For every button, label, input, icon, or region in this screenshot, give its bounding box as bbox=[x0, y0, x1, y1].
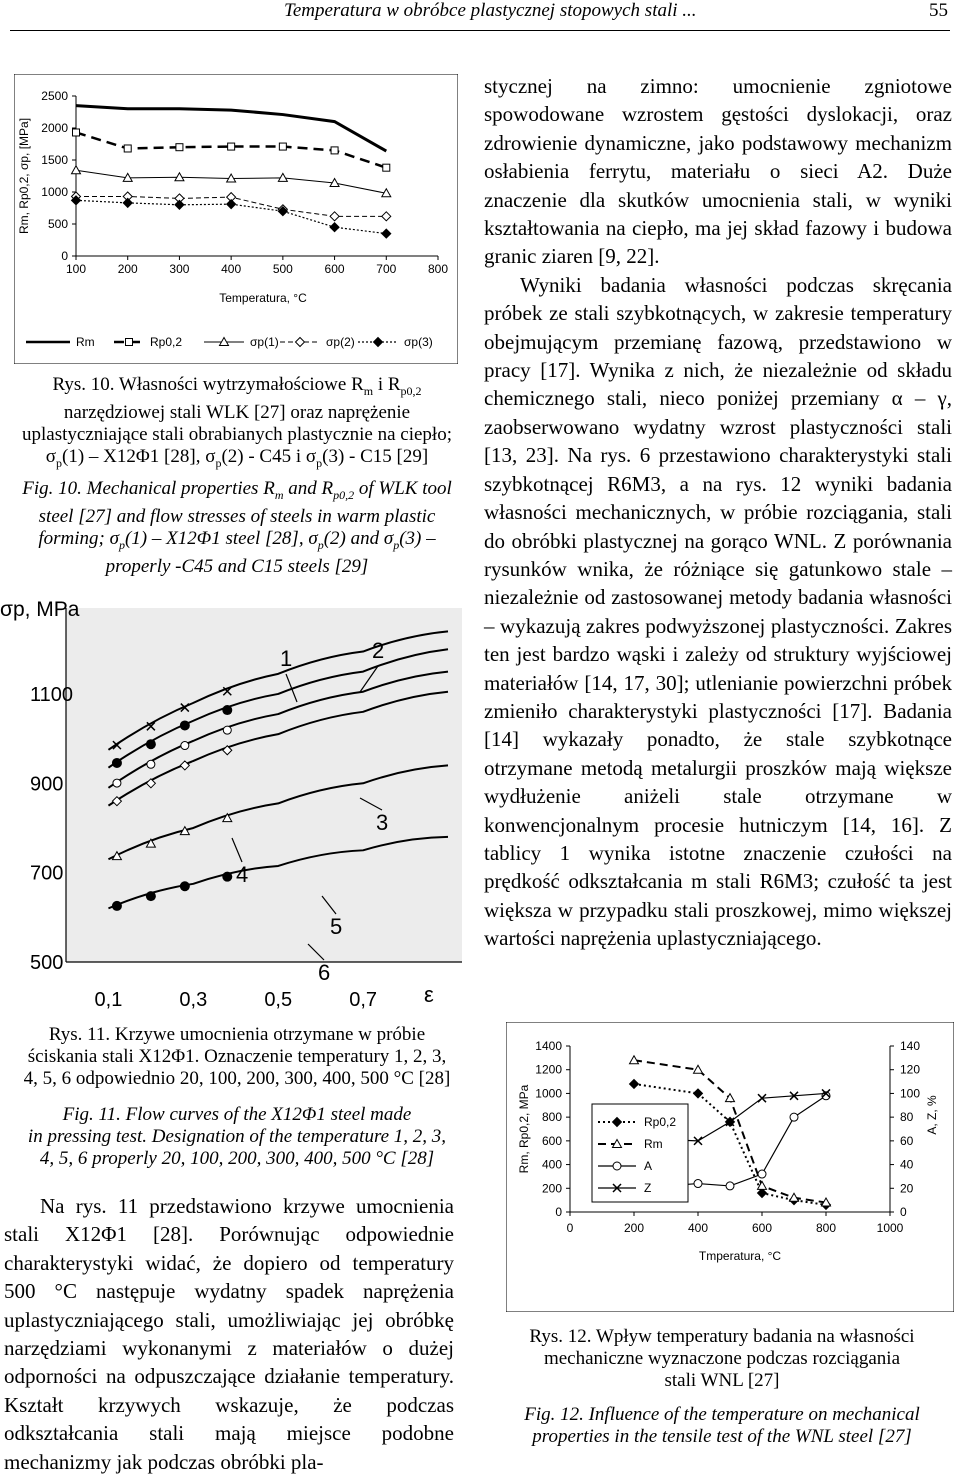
x-tick-label: 800 bbox=[815, 1221, 837, 1235]
data-point bbox=[72, 166, 81, 174]
y-tick-label: 1400 bbox=[535, 1039, 562, 1053]
data-point bbox=[124, 145, 131, 152]
y-tick-label: 1200 bbox=[535, 1062, 562, 1077]
legend-label-1: Rp0,2 bbox=[150, 335, 183, 349]
data-point bbox=[123, 198, 132, 207]
data-point bbox=[278, 173, 287, 181]
y-tick-label-right: 40 bbox=[900, 1157, 914, 1172]
legend-label-3: Z bbox=[644, 1181, 652, 1195]
y-tick-label-right: 100 bbox=[900, 1086, 921, 1101]
x-tick-label: 600 bbox=[324, 262, 345, 276]
legend-marker bbox=[613, 1162, 621, 1170]
x-tick-label: 0 bbox=[566, 1221, 574, 1235]
data-point bbox=[383, 164, 390, 171]
data-point bbox=[175, 200, 184, 209]
body-text-right: stycznej na zimno: umocnienie zgniotowe spowodowane wzrostem gęstości dyslokacji, oraz zdrowienie dynamiczne, jako podstawowy mechanizm osłabienia ferrytu, materiału o sieci A2. Duże znaczenie dla skutków umocnienia stali, w wyniki kształtowania na ciepło, ma jej skład fazowy i budowa granic ziaren [9, 22]. Wyniki badania własności podczas skręcania próbek ze stali szybkotnących, w zakresie temperatury obejmującym przemianę fazową, przedstawiono w pracy [17]. Wynika z nich, że niezależnie od składu chemicznego stali, nieco poniżej przemiany α – γ, zaobserwowano wydatny wzrost plastyczności stali [13, 23]. Na rys. 6 przestawiono charakterystyki stali szybkotnącej R6M3, a na rys. 12 wyniki badania własności mechanicznych, w próbie rozciągania, stali do obróbki plastycznej na gorąco WNL. Z porównania rysunków wnika, że różniące się gatunkowo stale – niezależnie od zastosowanej metody badania własności – wykazują zakres podwyższonej plastyczności. Zakres ten jest bardzo wąski i zależy od struktury wyjściowej materiałów [14, 17, 30]; utlenianie powierzchni próbek zmieniło charakterystyki plastyczności [17]. Badania [14] wykazały ponadto, że stale szybkotnące otrzymane metodą metalurgii proszków mają większe wydłużenie aniżeli stale otrzymane w konwencjonalnym procesie hutniczym [14, 16]. Z tablicy 1 wynika istotne znaczenie czułości na prędkość odkształcania m stali R6M3; czułość ta jest większa w przypadku stali proszkowej, mimo większej wartości naprężenia uplastyczniającego. bbox=[484, 74, 952, 951]
data-point bbox=[73, 129, 80, 136]
y-tick-label: 2500 bbox=[41, 89, 68, 103]
legend-label-0: Rp0,2 bbox=[644, 1115, 677, 1129]
x-tick-label: 0,7 bbox=[349, 989, 378, 1011]
y-tick-label-right: 80 bbox=[900, 1110, 914, 1125]
legend-label-2: σp(1) bbox=[250, 335, 279, 349]
y-tick-label: 1500 bbox=[41, 153, 68, 167]
data-point bbox=[180, 881, 190, 891]
y-axis-label: Rm, Rp0,2, σp, [MPa] bbox=[17, 117, 31, 235]
data-point bbox=[279, 143, 286, 150]
data-point bbox=[726, 1094, 735, 1102]
y-tick-label-right: 60 bbox=[900, 1133, 914, 1148]
y-tick-label: 0 bbox=[61, 249, 68, 263]
y-tick-label: 0 bbox=[555, 1205, 562, 1219]
x-tick-label: 0,5 bbox=[264, 989, 293, 1011]
x-tick-label: 600 bbox=[751, 1221, 773, 1235]
data-point bbox=[181, 742, 189, 750]
fig12-caption-en: Fig. 12. Influence of the temperature on mechanical properties in the tensile test of the WNL steel [27] bbox=[524, 1404, 920, 1447]
curve-label-4: 4 bbox=[236, 862, 249, 887]
legend-label-1: Rm bbox=[644, 1137, 663, 1151]
data-point bbox=[113, 779, 121, 787]
data-point bbox=[222, 872, 232, 882]
legend-marker bbox=[296, 338, 305, 347]
fig10-caption-pl: Rys. 10. Własności wytrzymałościowe $R_m$ i $R_{p0,2}$ narzędziowej stali WLK [27] oraz naprężenie uplastyczniające stali obrabianych plastycznie na ciepło; $\sigma_p(1) - X12\Phi 1$ [28], $\sigma_p(2) - C45$ i $\sigma_p(3) - C15$ [29] bbox=[22, 374, 452, 470]
y-tick-label: 800 bbox=[541, 1110, 562, 1125]
x-tick-label: 400 bbox=[687, 1221, 709, 1235]
running-title: Temperatura w obróbce plastycznej stopowych stali ... bbox=[284, 0, 697, 21]
x-axis-label: Temperatura, °C bbox=[219, 291, 307, 305]
y-tick-label: 500 bbox=[47, 217, 68, 231]
data-point bbox=[330, 212, 339, 221]
x-tick-label: 300 bbox=[169, 262, 190, 276]
x-tick-label: 200 bbox=[623, 1221, 645, 1235]
y-tick-label-right: 120 bbox=[900, 1062, 921, 1077]
legend-label-4: σp(3) bbox=[404, 335, 433, 349]
fig11-caption-pl: Rys. 11. Krzywe umocnienia otrzymane w próbie ściskania stali X12Φ1. Oznaczenie temperatury 1, 2, 3, 4, 5, 6 odpowiednio 20, 100, 200, 300, 400, 500 °C [28] bbox=[23, 1024, 451, 1089]
page-number: 55 bbox=[929, 0, 948, 21]
y-tick-label: 1000 bbox=[535, 1086, 562, 1101]
x-tick-label: 1000 bbox=[876, 1221, 904, 1235]
fig12-caption-pl: Rys. 12. Wpływ temperatury badania na własności mechaniczne wyznaczone podczas rozciągania stali WNL [27] bbox=[529, 1326, 915, 1391]
plot-background bbox=[66, 608, 462, 962]
data-point bbox=[694, 1089, 703, 1098]
curve-label-5: 5 bbox=[330, 914, 343, 939]
fig11-caption-en: Fig. 11. Flow curves of the X12Φ1 steel made in pressing test. Designation of the temperature 1, 2, 3, 4, 5, 6 properly 20, 100, 200, 300, 400, 500 °C [28] bbox=[27, 1104, 447, 1169]
data-point bbox=[180, 720, 190, 730]
y-axis-label: Rm, Rp0,2, MPa bbox=[517, 1084, 531, 1174]
x-tick-label: 800 bbox=[427, 262, 449, 276]
fig10-caption-en: Fig. 10. Mechanical properties $R_m$ and $R_{p0,2}$ of WLK tool steel [27] and flow stresses of steels in warm plastic forming; $\sigma_p(1) - X12\Phi 1$ steel [28], $\sigma_p(2)$ and $\sigma_p(3)$ – properly -C45 and C15 steels [29] bbox=[22, 478, 452, 577]
x-tick-label: 400 bbox=[221, 262, 242, 276]
data-point bbox=[147, 760, 155, 768]
x-tick-label: 500 bbox=[272, 262, 293, 276]
fig11-chart bbox=[0, 592, 474, 1012]
data-point bbox=[146, 891, 156, 901]
data-point bbox=[175, 173, 184, 181]
x-tick-label: 200 bbox=[117, 262, 138, 276]
data-point bbox=[758, 1181, 767, 1189]
y-tick-label-right: 140 bbox=[900, 1039, 921, 1053]
data-point bbox=[227, 200, 236, 209]
x-axis-label: Tmperatura, °C bbox=[698, 1249, 782, 1263]
y-tick-label: 500 bbox=[30, 952, 64, 974]
fig10-chart bbox=[14, 74, 458, 364]
legend-label-3: σp(2) bbox=[326, 335, 355, 349]
data-point bbox=[330, 223, 339, 232]
page-header bbox=[0, 0, 960, 34]
data-point bbox=[382, 212, 391, 221]
x-axis-label: ε bbox=[424, 982, 434, 1007]
data-point bbox=[382, 229, 391, 238]
legend-marker bbox=[374, 338, 383, 347]
y-tick-label-right: 20 bbox=[900, 1181, 914, 1196]
y-tick-label: 200 bbox=[541, 1181, 562, 1196]
data-point bbox=[223, 726, 231, 734]
data-point bbox=[790, 1113, 798, 1121]
y-tick-label-right: 0 bbox=[900, 1205, 907, 1219]
data-point bbox=[112, 758, 122, 768]
y-tick-label: 900 bbox=[30, 773, 64, 796]
y-axis-label: σp, MPa bbox=[0, 598, 80, 621]
y-tick-label: 600 bbox=[541, 1133, 562, 1148]
data-point bbox=[176, 144, 183, 151]
y-axis-label-right: A, Z, % bbox=[925, 1095, 939, 1135]
curve-label-1: 1 bbox=[280, 646, 293, 671]
data-point bbox=[228, 143, 235, 150]
data-point bbox=[758, 1170, 766, 1178]
legend-marker bbox=[126, 339, 133, 346]
data-point bbox=[694, 1180, 702, 1188]
y-tick-label: 1100 bbox=[30, 683, 74, 706]
legend-label-2: A bbox=[644, 1159, 653, 1173]
body-text-left: Na rys. 11 przedstawiono krzywe umocnienia stali X12Φ1 [28]. Porównując odpowiednie charakterystyki widać, że dopiero od temperatury 500 °C następuje wydatny spadek naprężenia uplastyczniającego stali, umożliwiając jej obróbkę narzędziami wykonanymi z materiałów o dużej odporności na odpuszczające działanie temperatury. Kształt krzywych wskazuje, że podczas odkształcania stali mają miejsce podobne mechanizmy jak podczas obróbki pla- bbox=[4, 1194, 454, 1474]
data-point bbox=[630, 1079, 639, 1088]
x-tick-label: 700 bbox=[376, 262, 397, 276]
y-tick-label: 700 bbox=[30, 862, 64, 885]
fig12-chart bbox=[506, 1022, 954, 1312]
curve-label-2: 2 bbox=[372, 638, 385, 663]
data-point bbox=[222, 705, 232, 715]
x-tick-label: 0,3 bbox=[179, 989, 208, 1011]
y-tick-label: 2000 bbox=[41, 121, 68, 135]
curve-label-3: 3 bbox=[376, 810, 389, 835]
legend-label-0: Rm bbox=[76, 335, 95, 349]
y-tick-label: 1000 bbox=[41, 185, 68, 199]
data-point bbox=[726, 1182, 734, 1190]
x-tick-label: 100 bbox=[65, 262, 87, 276]
data-point bbox=[146, 739, 156, 749]
data-point bbox=[112, 901, 122, 911]
data-point bbox=[694, 1065, 703, 1073]
header-rule bbox=[10, 30, 950, 31]
data-point bbox=[331, 147, 338, 154]
x-tick-label: 0,1 bbox=[94, 989, 123, 1011]
curve-label-6: 6 bbox=[318, 960, 331, 985]
y-tick-label: 400 bbox=[541, 1157, 562, 1172]
